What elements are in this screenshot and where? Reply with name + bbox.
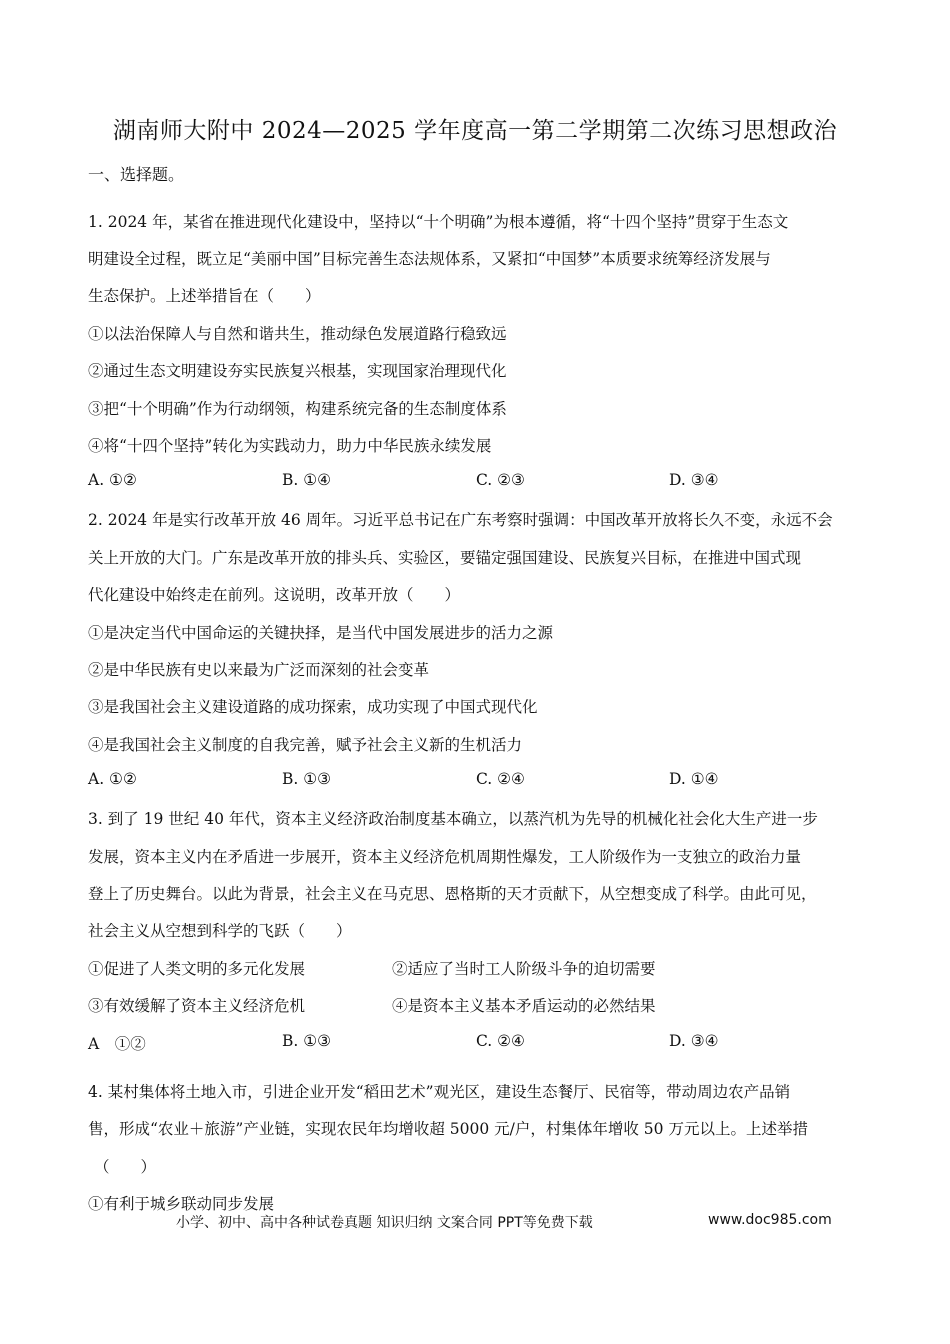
question-2-line-2: 关上开放的大门。广东是改革开放的排头兵、实验区，要锚定强国建设、民族复兴目标，在推进中国式现 — [88, 549, 802, 567]
question-3-option-d: D. ③④ — [669, 1032, 719, 1050]
question-2-statement-3: ③是我国社会主义建设道路的成功探索，成功实现了中国式现代化 — [88, 698, 538, 716]
question-2-option-c: C. ②④ — [476, 770, 525, 788]
question-1-statement-4: ④将“十四个坚持”转化为实践动力，助力中华民族永续发展 — [88, 437, 492, 455]
question-1-statement-3: ③把“十个明确”作为行动纲领，构建系统完备的生态制度体系 — [88, 400, 507, 418]
question-2-option-b: B. ①③ — [282, 770, 332, 788]
question-4-line-2: 售，形成“农业＋旅游”产业链，实现农民年均增收超 5000 元/户，村集体年增收 50 万元以上。上述举措 — [88, 1120, 808, 1138]
question-2-line-3: 代化建设中始终走在前列。这说明，改革开放（ ） — [88, 586, 461, 604]
question-1-statement-2: ②通过生态文明建设夯实民族复兴根基，实现国家治理现代化 — [88, 362, 507, 380]
question-2-statement-4: ④是我国社会主义制度的自我完善，赋予社会主义新的生机活力 — [88, 736, 523, 754]
question-1-line-2: 明建设全过程，既立足“美丽中国”目标完善生态法规体系，又紧扣“中国梦”本质要求统筹经济发展与 — [88, 250, 771, 268]
question-4-statement-1: ①有利于城乡联动同步发展 — [88, 1195, 275, 1213]
exam-title: 湖南师大附中 2024—2025 学年度高一第二学期第二次练习思想政治 — [112, 118, 838, 144]
question-1-option-d: D. ③④ — [669, 471, 719, 489]
question-3-option-a: A ①② — [88, 1035, 146, 1053]
question-2-statement-1: ①是决定当代中国命运的关键抉择，是当代中国发展进步的活力之源 — [88, 624, 554, 642]
question-4-line-1: 4. 某村集体将土地入市，引进企业开发“稻田艺术”观光区，建设生态餐厅、民宿等，带动周边农产品销 — [88, 1083, 791, 1101]
question-3-statement-3: ③有效缓解了资本主义经济危机 — [88, 997, 306, 1015]
question-2-option-a: A. ①② — [88, 770, 137, 788]
question-2-statement-2: ②是中华民族有史以来最为广泛而深刻的社会变革 — [88, 661, 430, 679]
question-1-statement-1: ①以法治保障人与自然和谐共生，推动绿色发展道路行稳致远 — [88, 325, 507, 343]
question-2-line-1: 2. 2024 年是实行改革开放 46 周年。习近平总书记在广东考察时强调：中国改革开放将长久不变，永远不会 — [88, 511, 833, 529]
question-3-line-1: 3. 到了 19 世纪 40 年代，资本主义经济政治制度基本确立，以蒸汽机为先导的机械化社会化大生产进一步 — [88, 810, 818, 828]
question-1-option-a: A. ①② — [88, 471, 137, 489]
question-3-statement-1: ①促进了人类文明的多元化发展 — [88, 960, 306, 978]
footer-link[interactable]: www.doc985.com — [708, 1212, 832, 1228]
question-3-line-3: 登上了历史舞台。以此为背景，社会主义在马克思、恩格斯的天才贡献下，从空想变成了科学。由此可见， — [88, 885, 817, 903]
question-3-statement-2: ②适应了当时工人阶级斗争的迫切需要 — [392, 960, 656, 978]
section-heading: 一、选择题。 — [88, 165, 185, 184]
question-3-line-2: 发展，资本主义内在矛盾进一步展开，资本主义经济危机周期性爆发，工人阶级作为一支独立的政治力量 — [88, 848, 802, 866]
question-3-option-c: C. ②④ — [476, 1032, 525, 1050]
footer-text: 小学、初中、高中各种试卷真题 知识归纳 文案合同 PPT等免费下载 — [176, 1215, 593, 1231]
question-3-line-4: 社会主义从空想到科学的飞跃（ ） — [88, 922, 352, 940]
question-1-line-1: 1. 2024 年，某省在推进现代化建设中，坚持以“十个明确”为根本遵循，将“十四个坚持”贯穿于生态文 — [88, 213, 789, 231]
question-1-line-3: 生态保护。上述举措旨在（ ） — [88, 287, 321, 305]
question-2-option-d: D. ①④ — [669, 770, 719, 788]
question-3-statement-4: ④是资本主义基本矛盾运动的必然结果 — [392, 997, 656, 1015]
question-4-line-3: （ ） — [94, 1158, 157, 1176]
question-1-option-b: B. ①④ — [282, 471, 332, 489]
question-1-option-c: C. ②③ — [476, 471, 525, 489]
question-3-option-b: B. ①③ — [282, 1032, 332, 1050]
